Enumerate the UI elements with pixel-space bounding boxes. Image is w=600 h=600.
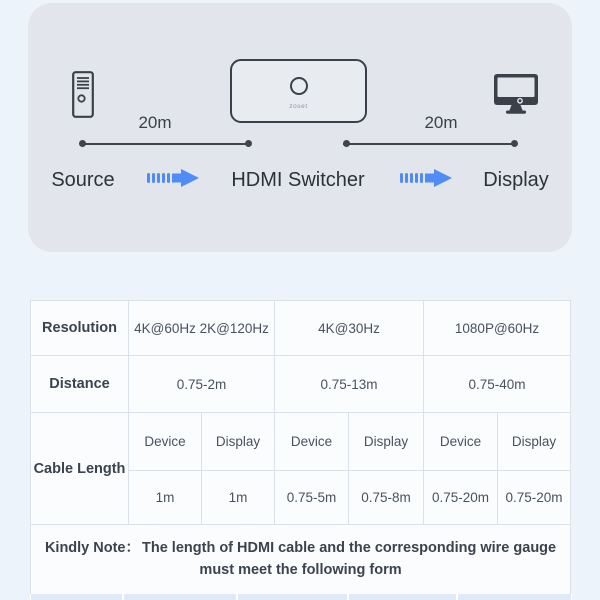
flow-arrow-icon [400,169,452,187]
cable-subheader: Device [424,413,498,471]
cable-value: 0.75-20m [424,471,498,525]
kindly-note-line2: must meet the following form [199,561,402,578]
display-label: Display [483,169,549,191]
resolution-value: 4K@60Hz 2K@120Hz [129,301,275,356]
resolution-row [31,301,571,356]
kindly-note-label: Kindly Note： [44,539,140,556]
cable-value: 1m [129,471,202,525]
column-divider [456,594,458,600]
cable-subheader: Display [202,413,275,471]
resolution-value: 4K@30Hz [275,301,424,356]
switcher-label: HDMI Switcher [231,169,365,191]
cable-dot [343,140,350,147]
distance-row [31,356,571,413]
note-row [31,525,571,595]
spec-table [30,300,571,595]
resolution-value: 1080P@60Hz [424,301,571,356]
column-divider [236,594,238,600]
cable-subheader: Device [129,413,202,471]
cable-value: 0.75-5m [275,471,349,525]
distance-label-right: 20m [424,113,458,132]
distance-row-header: Distance [31,356,129,413]
distance-value: 0.75-2m [129,356,275,413]
hdmi-switcher-box [230,59,367,123]
cable-length-row-header: Cable Length [31,413,129,525]
diagram-panel [28,3,572,252]
kindly-note [31,538,570,582]
next-table-preview [30,594,572,600]
cable-value: 0.75-20m [498,471,571,525]
distance-value: 0.75-13m [275,356,424,413]
cable-value: 1m [202,471,275,525]
cable-dot [79,140,86,147]
resolution-row-header: Resolution [31,301,129,356]
cable-line-right [343,143,517,145]
kindly-note-line1: The length of HDMI cable and the corresponding wire gauge [142,539,557,556]
cable-line-left [82,143,251,145]
computer-tower-icon [72,71,94,118]
source-label: Source [51,169,115,191]
switcher-button-icon [290,77,308,95]
cable-subheader: Display [349,413,424,471]
brand-text: zoset [289,103,308,110]
column-divider [347,594,349,600]
cable-subheader-row [31,413,571,471]
column-divider [122,594,124,600]
cable-dot [511,140,518,147]
distance-value: 0.75-40m [424,356,571,413]
flow-arrow-icon [147,169,199,187]
cable-subheader: Device [275,413,349,471]
distance-label-left: 20m [138,113,172,132]
cable-value: 0.75-8m [349,471,424,525]
cable-dot [245,140,252,147]
cable-subheader: Display [498,413,571,471]
display-monitor-icon [494,74,538,115]
